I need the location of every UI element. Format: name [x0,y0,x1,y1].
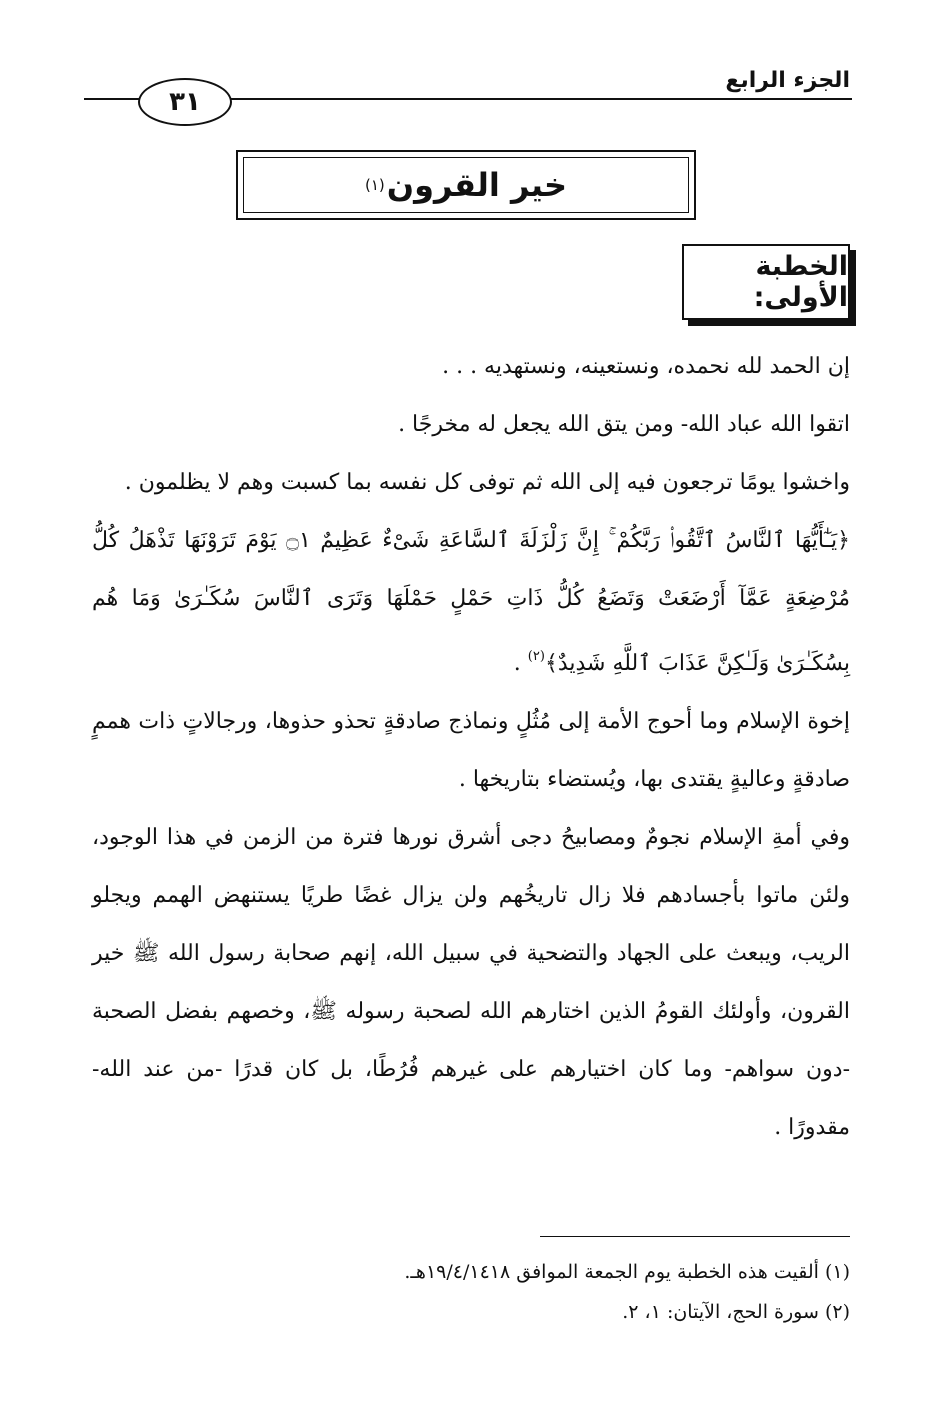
paragraph-brothers: إخوة الإسلام وما أحوج الأمة إلى مُثُلٍ ونماذج صادقةٍ تحذو حذوها، ورجالاتٍ ذات هممٍ صادقةٍ وعاليةٍ يقتدى بها، ويُستضاء بتاريخها . [92,709,850,792]
title-footnote-mark: (١) [364,176,385,194]
paragraph-taqwa: اتقوا الله عباد الله- ومن يتق الله يجعل له مخرجًا . [398,412,850,437]
verse-footnote-mark: (٢) [527,649,545,664]
title-text: خير القرون [386,166,568,204]
quran-verse-text: ﴿يَـٰٓأَيُّهَا ٱلنَّاسُ ٱتَّقُوا۟ رَبَّكُمْ ۚ إِنَّ زَلْزَلَةَ ٱلسَّاعَةِ شَىْءٌ عَظِيمٌ ۝١ يَوْمَ تَرَوْنَهَا تَذْهَلُ كُلُّ مُرْضِعَةٍ عَمَّآ أَرْضَعَتْ وَتَضَعُ كُلُّ ذَاتِ حَمْلٍ حَمْلَهَا وَتَرَى ٱلنَّاسَ سُكَـٰرَىٰ وَمَا هُم بِسُكَـٰرَىٰ وَلَـٰكِنَّ عَذَابَ ٱللَّهِ شَدِيدٌ﴾ [92,528,850,676]
verse-end: . [513,651,528,676]
page-number: ٣١ [138,78,232,126]
paragraph-day: واخشوا يومًا ترجعون فيه إلى الله ثم توفى كل نفسه بما كسبت وهم لا يظلمون . [124,470,850,495]
sermon-body [92,338,850,1157]
title-frame [236,150,696,220]
footnotes [90,1252,850,1332]
footnote-rule [540,1236,850,1237]
footnote-2: (٢) سورة الحج، الآيتان: ١، ٢. [622,1301,850,1323]
footnote-1: (١) ألقيت هذه الخطبة يوم الجمعة الموافق ١٩/٤/١٤١٨هـ. [404,1261,850,1283]
paragraph-quran-verse [92,512,850,693]
paragraph-companions: وفي أمةِ الإسلام نجومٌ ومصابيحُ دجى أشرق نورها فترة من الزمن في هذا الوجود، ولئن ماتوا بأجسادهم فلا زال تاريخُهم ولن يزال غضًا طريًا يستنهض الهمم ويجلو الريب، ويبعث على الجهاد والتضحية في سبيل الله، إنهم صحابة رسول الله ﷺ خير القرون، وأولئك القومُ الذين اختارهم الله لصحبة رسوله ﷺ، وخصهم بفضل الصحبة -دون سواهم- وما كان اختيارهم على غيرهم فُرُطًا، بل كان قدرًا -من عند الله- مقدورًا . [92,825,850,1140]
paragraph-opening: إن الحمد لله نحمده، ونستعينه، ونستهديه . . . [442,354,850,379]
running-head: الجزء الرابع [725,68,850,93]
page-title [238,152,694,218]
section-heading: الخطبة الأولى: [682,244,850,320]
